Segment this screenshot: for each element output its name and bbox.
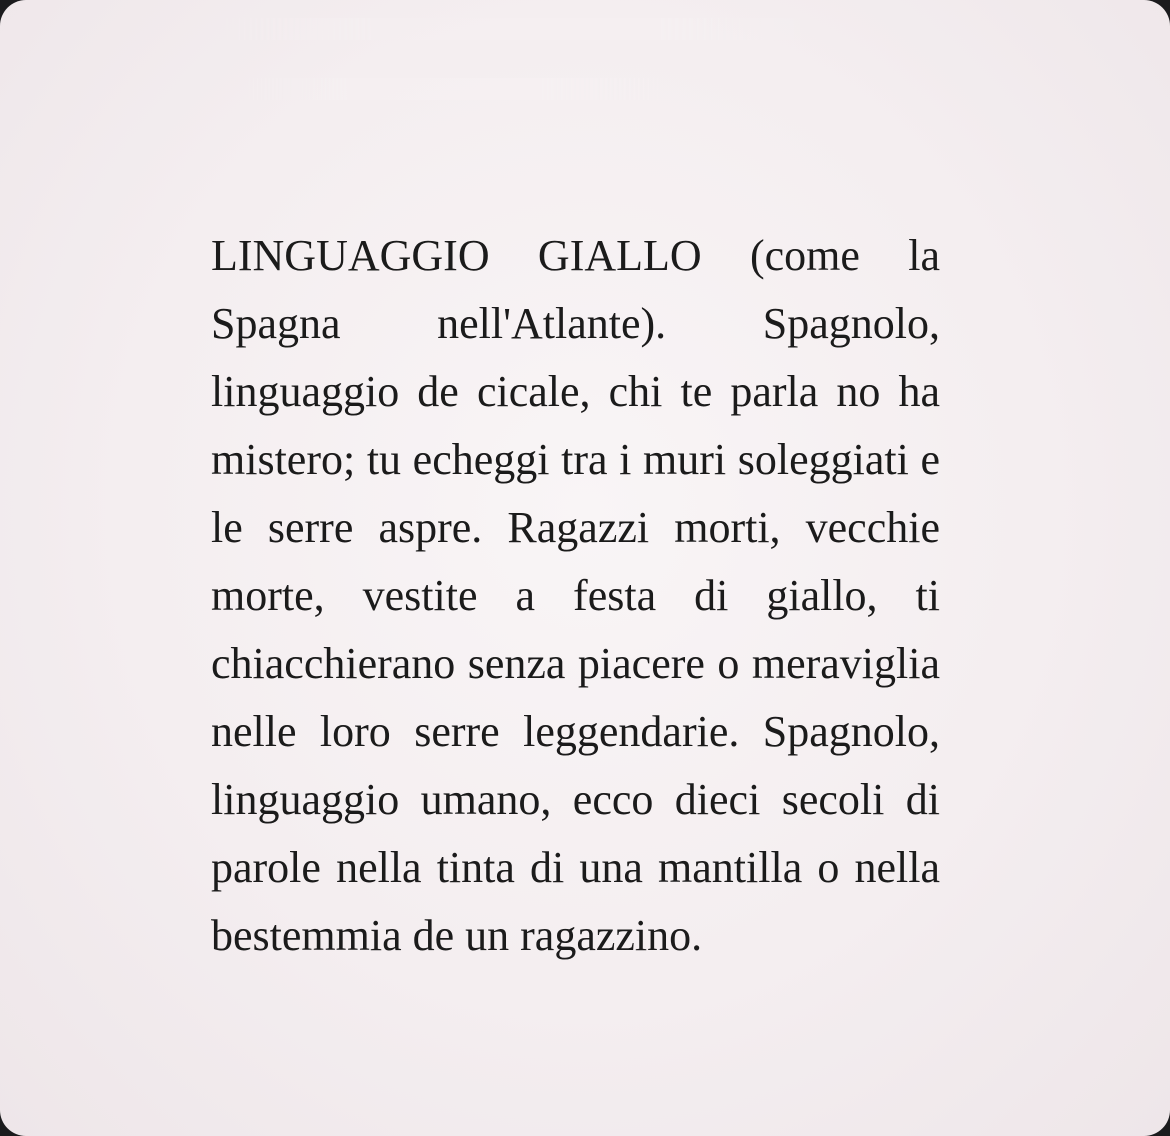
poem-passage: LINGUAGGIO GIALLO (come la Spagna nell'Atlante). Spagnolo, linguaggio de cicale, chi te parla no ha mistero; tu echeggi tra i muri soleggiati e le serre aspre. Ragazzi morti, vecchie morte, vestite a festa di giallo, ti chiacchierano senza piacere o meraviglia nelle loro serre leggendarie. Spagnolo, linguaggio umano, ecco dieci secoli di parole nella tinta di una mantilla o nella bestemmia de un ragazzino. [211, 231, 940, 960]
text-block [211, 222, 940, 970]
faded-background-texture [210, 18, 910, 128]
